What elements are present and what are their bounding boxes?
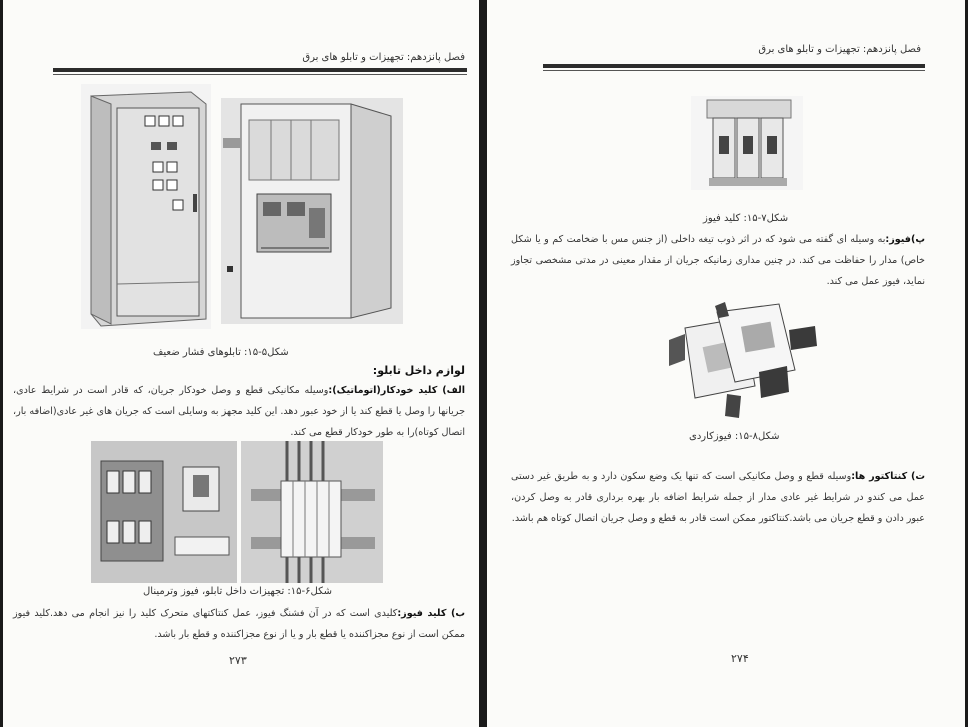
item-p-label: پ)فیوز: bbox=[885, 234, 925, 245]
left-figure-1-caption: شکل۵-۱۵: تابلوهای فشار ضعیف bbox=[153, 347, 289, 358]
right-figure-2-caption: شکل۸-۱۵: فیوزکاردی bbox=[689, 431, 780, 442]
fuse-switch-photo bbox=[691, 96, 803, 190]
closed-panel-photo bbox=[81, 84, 211, 329]
open-panel-photo bbox=[221, 98, 403, 324]
item-b-text: کلیدی است که در آن فشنگ فیوز، عمل کنتاکتهای متحرک کلید را نیز انجام می دهد.کلید فیوز ممکن است از نوع مجزاکننده یا قطع بار و یا از نوع مجزاکننده و قطع بار باشد. bbox=[13, 608, 465, 640]
right-header-title: فصل پانزدهم: تجهیزات و تابلو های برق bbox=[758, 44, 921, 55]
item-t-text: وسیله قطع و وصل مکانیکی است که تنها یک وضع سکون دارد و به طریق غیر دستی عمل می کندو در شرایط غیر عادی مدار از جمله شرایط اضافه بار بهره برداری قادر به وصل کردن، عبور دادن و قطع جریان می باشد.کنتاکتور ممکن است قادر به قطع و وصل جریان اتصال کوتاه هم باشد. bbox=[511, 471, 925, 524]
right-figure-1-caption: شکل۷-۱۵: کلید فیوز bbox=[703, 213, 789, 224]
left-figure-2-caption: شکل۶-۱۵: تجهیزات داخل تابلو، فیوز وترمینال bbox=[143, 586, 332, 597]
terminals-illustration bbox=[241, 441, 383, 583]
item-a-label: الف) کلید خودکار(اتوماتیک): bbox=[328, 385, 465, 396]
left-header-title: فصل پانزدهم: تجهیزات و تابلو های برق bbox=[302, 52, 465, 63]
nh-fuse-photo bbox=[655, 300, 821, 424]
left-header-rule bbox=[53, 68, 467, 72]
left-page-number: ۲۷۳ bbox=[229, 654, 247, 667]
right-item-p-paragraph bbox=[511, 229, 925, 292]
left-section-heading: لوازم داخل تابلو: bbox=[372, 364, 465, 377]
right-page bbox=[487, 0, 965, 727]
item-b-label: ب) کلید فیوز: bbox=[397, 608, 465, 619]
right-item-t-paragraph bbox=[511, 466, 925, 529]
closed-panel-illustration bbox=[81, 84, 211, 329]
left-item-b-paragraph bbox=[13, 603, 465, 645]
fuse-switch-illustration bbox=[691, 96, 803, 190]
nh-fuse-illustration bbox=[655, 300, 821, 424]
terminals-photo bbox=[241, 441, 383, 583]
breakers-photo bbox=[91, 441, 237, 583]
left-page bbox=[3, 0, 479, 727]
right-page-number: ۲۷۴ bbox=[731, 652, 749, 665]
item-p-text: به وسیله ای گفته می شود که در اثر ذوب تیغه داخلی (از جنس مس با ضخامت کم و یا شکل خاص) مدار را حفاظت می کند. در چنین مداری زمانیکه جریان از مقدار معینی در مدتی مشخصی تجاوز نماید، فیوز عمل می کند. bbox=[511, 234, 925, 287]
open-panel-illustration bbox=[221, 98, 403, 324]
right-header-rule bbox=[543, 64, 925, 68]
item-t-label: ت) کنتاکتور ها: bbox=[851, 471, 925, 482]
item-a-text: وسیله مکانیکی قطع و وصل خودکار جریان، که قادر است در شرایط عادی، جریانها را وصل یا قطع کند یا از خود عبور دهد. این کلید مجهز به وسایلی است که جریان های غیر عادی(اضافه بار، اتصال کوتاه)را به طور خودکار قطع می کند. bbox=[13, 385, 465, 438]
breakers-illustration bbox=[91, 441, 237, 583]
left-item-a-paragraph bbox=[13, 380, 465, 443]
